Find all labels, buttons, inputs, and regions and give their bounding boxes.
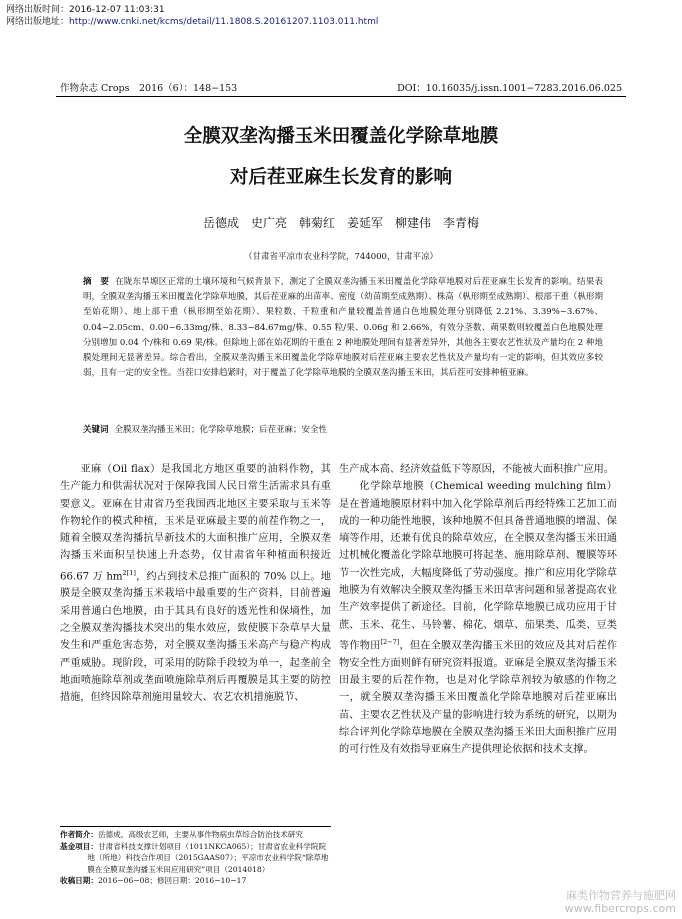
- superscript-unit: 2: [122, 568, 127, 577]
- publication-address: [6, 16, 378, 28]
- article-title-line-2: 对后茬亚麻生长发育的影响: [229, 167, 452, 188]
- footnote-author: 作者简介：岳德成，高级农艺师，主要从事作物病虫草综合防治技术研究: [60, 830, 303, 839]
- publication-address-label: 网络出版地址：: [6, 17, 70, 27]
- keywords: [83, 423, 603, 437]
- footnote-dates: 收稿日期：2016−06−08；修回日期：2016−10−17: [60, 876, 247, 885]
- running-head-journal: 作物杂志 Crops 2016（6）：148−153: [60, 83, 238, 94]
- footnote-rule: [60, 826, 331, 827]
- watermark: [565, 889, 676, 915]
- abstract: [83, 275, 603, 381]
- body-column-right: [339, 461, 617, 758]
- body-paragraph: 化学除草地膜（Chemical weeding mulching film）是在普通地膜原材料中加入化学除草剂后再经特殊工艺加工而成的一种功能性地膜，该种地膜不但具备普通地膜的增温、保墒等作用，还兼有优良的除草效应，在全膜双垄沟播玉米田通过机械化覆盖化学除草地膜可将起垄、施用除草剂、覆膜等环节一次性完成，大幅度降低了劳动强度。推广和应用化学除草地膜为有效解决全膜双垄沟播玉米田草害问题和显著提高农业生产效率提供了新途径。目前，化学除草地膜已成功应用于甘蔗、玉米、花生、马铃薯、棉花、烟草、茄果类、瓜类、豆类等作物田[2−7]，但在全膜双垄沟播玉米田的效应及其对后茬作物安全性方面则鲜有研究资料报道。亚麻是全膜双垄沟播玉米田最主要的后茬作物，也是对化学除草剂较为敏感的作物之一，就全膜双垄沟播玉米田覆盖化学除草地膜对后茬亚麻出苗、主要农艺性状及产量的影响进行较为系统的研究，以期为综合评判化学除草地膜在全膜双垄沟播玉米田大面积推广应用的可行性及有效指导亚麻生产提供理论依据和技术支撑。: [339, 481, 618, 756]
- body-paragraph: 生产成本高、经济效益低下等原因，不能被大面积推广应用。: [339, 464, 615, 475]
- watermark-line-1: 麻类作物营养与施肥网: [566, 889, 676, 902]
- authors: 岳德成 史广亮 韩菊红 姜延军 柳建伟 李青梅: [202, 216, 479, 230]
- footnote-fund: 基金项目：甘肃省科技支撑计划项目（1011NKCA065）；甘肃省农业科学院院地（所地）科技合作项目（2015GAAS07）；平凉市农业科学院“除草地膜在全膜双垄沟播玉米田应用研究”项目（2014018）: [60, 841, 329, 874]
- footnotes: [60, 829, 331, 887]
- affiliation: （甘肃省平凉市农业科学院，744000，甘肃平凉）: [244, 252, 438, 262]
- watermark-line-2: www.fibercrops.com: [564, 902, 676, 915]
- body-paragraph: 亚麻（Oil flax）是我国北方地区重要的油料作物，其生产能力和供需状况对于保障我国人民日常生活需求具有重要意义。亚麻在甘肃省乃至我国西北地区主要采取与玉米等作物轮作的模式种植，玉米是亚麻最主要的前茬作物之一，随着全膜双垄沟播抗旱新技术的大面积推广应用，全膜双垄沟播玉米面积呈快速上升态势，仅甘肃省年种植面积接近 66.67 万 $hm^{2[1]}$，约占到技术总推广面积的 70% 以上。地膜是全膜双垄沟播玉米栽培中最重要的生产资料，目前普遍采用普通白色地膜，由于其具有良好的透光性和保墒性，加之全膜双垄沟播技术突出的集水效应，致使膜下杂草早大量发生和严重危害态势，对全膜双垄沟播玉米高产与稳产构成严重威胁。现阶段，可采用的防除手段较为单一，起垄前全地面喷施除草剂或垄面喷施除草剂后再覆膜是其主要的防控措施，但终因除草剂施用量较大、农艺农机措施脱节、: [60, 464, 331, 704]
- keywords-text: 全膜双垄沟播玉米田；化学除草地膜；后茬亚麻；安全性: [114, 425, 328, 435]
- keywords-label: 关键词: [83, 425, 109, 435]
- citation-ref[interactable]: [1]: [126, 568, 136, 577]
- body-column-left: [60, 461, 331, 707]
- online-publication-info: [6, 4, 378, 28]
- publication-url-link[interactable]: http://www.cnki.net/kcms/detail/11.1808.S.20161207.1103.011.html: [69, 17, 379, 27]
- abstract-label: 摘 要: [83, 277, 110, 287]
- running-head-doi: DOI：10.16035/j.issn.1001−7283.2016.06.025: [397, 83, 622, 94]
- header-rule: [56, 96, 626, 97]
- abstract-text: 在陇东旱塬区正常的土壤环境和气候背景下，测定了全膜双垄沟播玉米田覆盖化学除草地膜对后茬亚麻生长发育的影响。结果表明，全膜双垄沟播玉米田覆盖化学除草地膜，其后茬亚麻的出苗率、密度（幼苗期至成熟期）、株高（枞形期至成熟期）、根部干重（枞形期至始花期）、地上部干重（枞形期至始花期）、果粒数、千粒重和产量较覆盖普通白色地膜处理分别降低 2.21%、3.39%~3.67%、0.04~2.05cm、0.00~6.33mg/株、8.33~84.67mg/株、0.55 粒/果、0.06g 和 2.66%，有效分茎数、蒴果数则较覆盖白色地膜处理分别增加 0.04 个/株和 0.69 果/株。但除地上部在始花期的干重在 2 种地膜处理间有显著差异外，其他各主要农艺性状及产量均在 2 种地膜处理间无显著差异。综合看出，全膜双垄沟播玉米田覆盖化学除草地膜对后茬亚麻主要农艺性状及产量均有一定的影响，但其效应多较弱，且有一定的安全性。当茬口安排趋紧时，对于覆盖了化学除草地膜的全膜双垄沟播玉米田，其后茬可安排种植亚麻。: [83, 277, 603, 379]
- citation-ref[interactable]: [2−7]: [380, 637, 400, 646]
- publication-time: 网络出版时间：2016-12-07 11:03:31: [6, 5, 165, 15]
- article-title-line-1: 全膜双垄沟播玉米田覆盖化学除草地膜: [183, 126, 499, 147]
